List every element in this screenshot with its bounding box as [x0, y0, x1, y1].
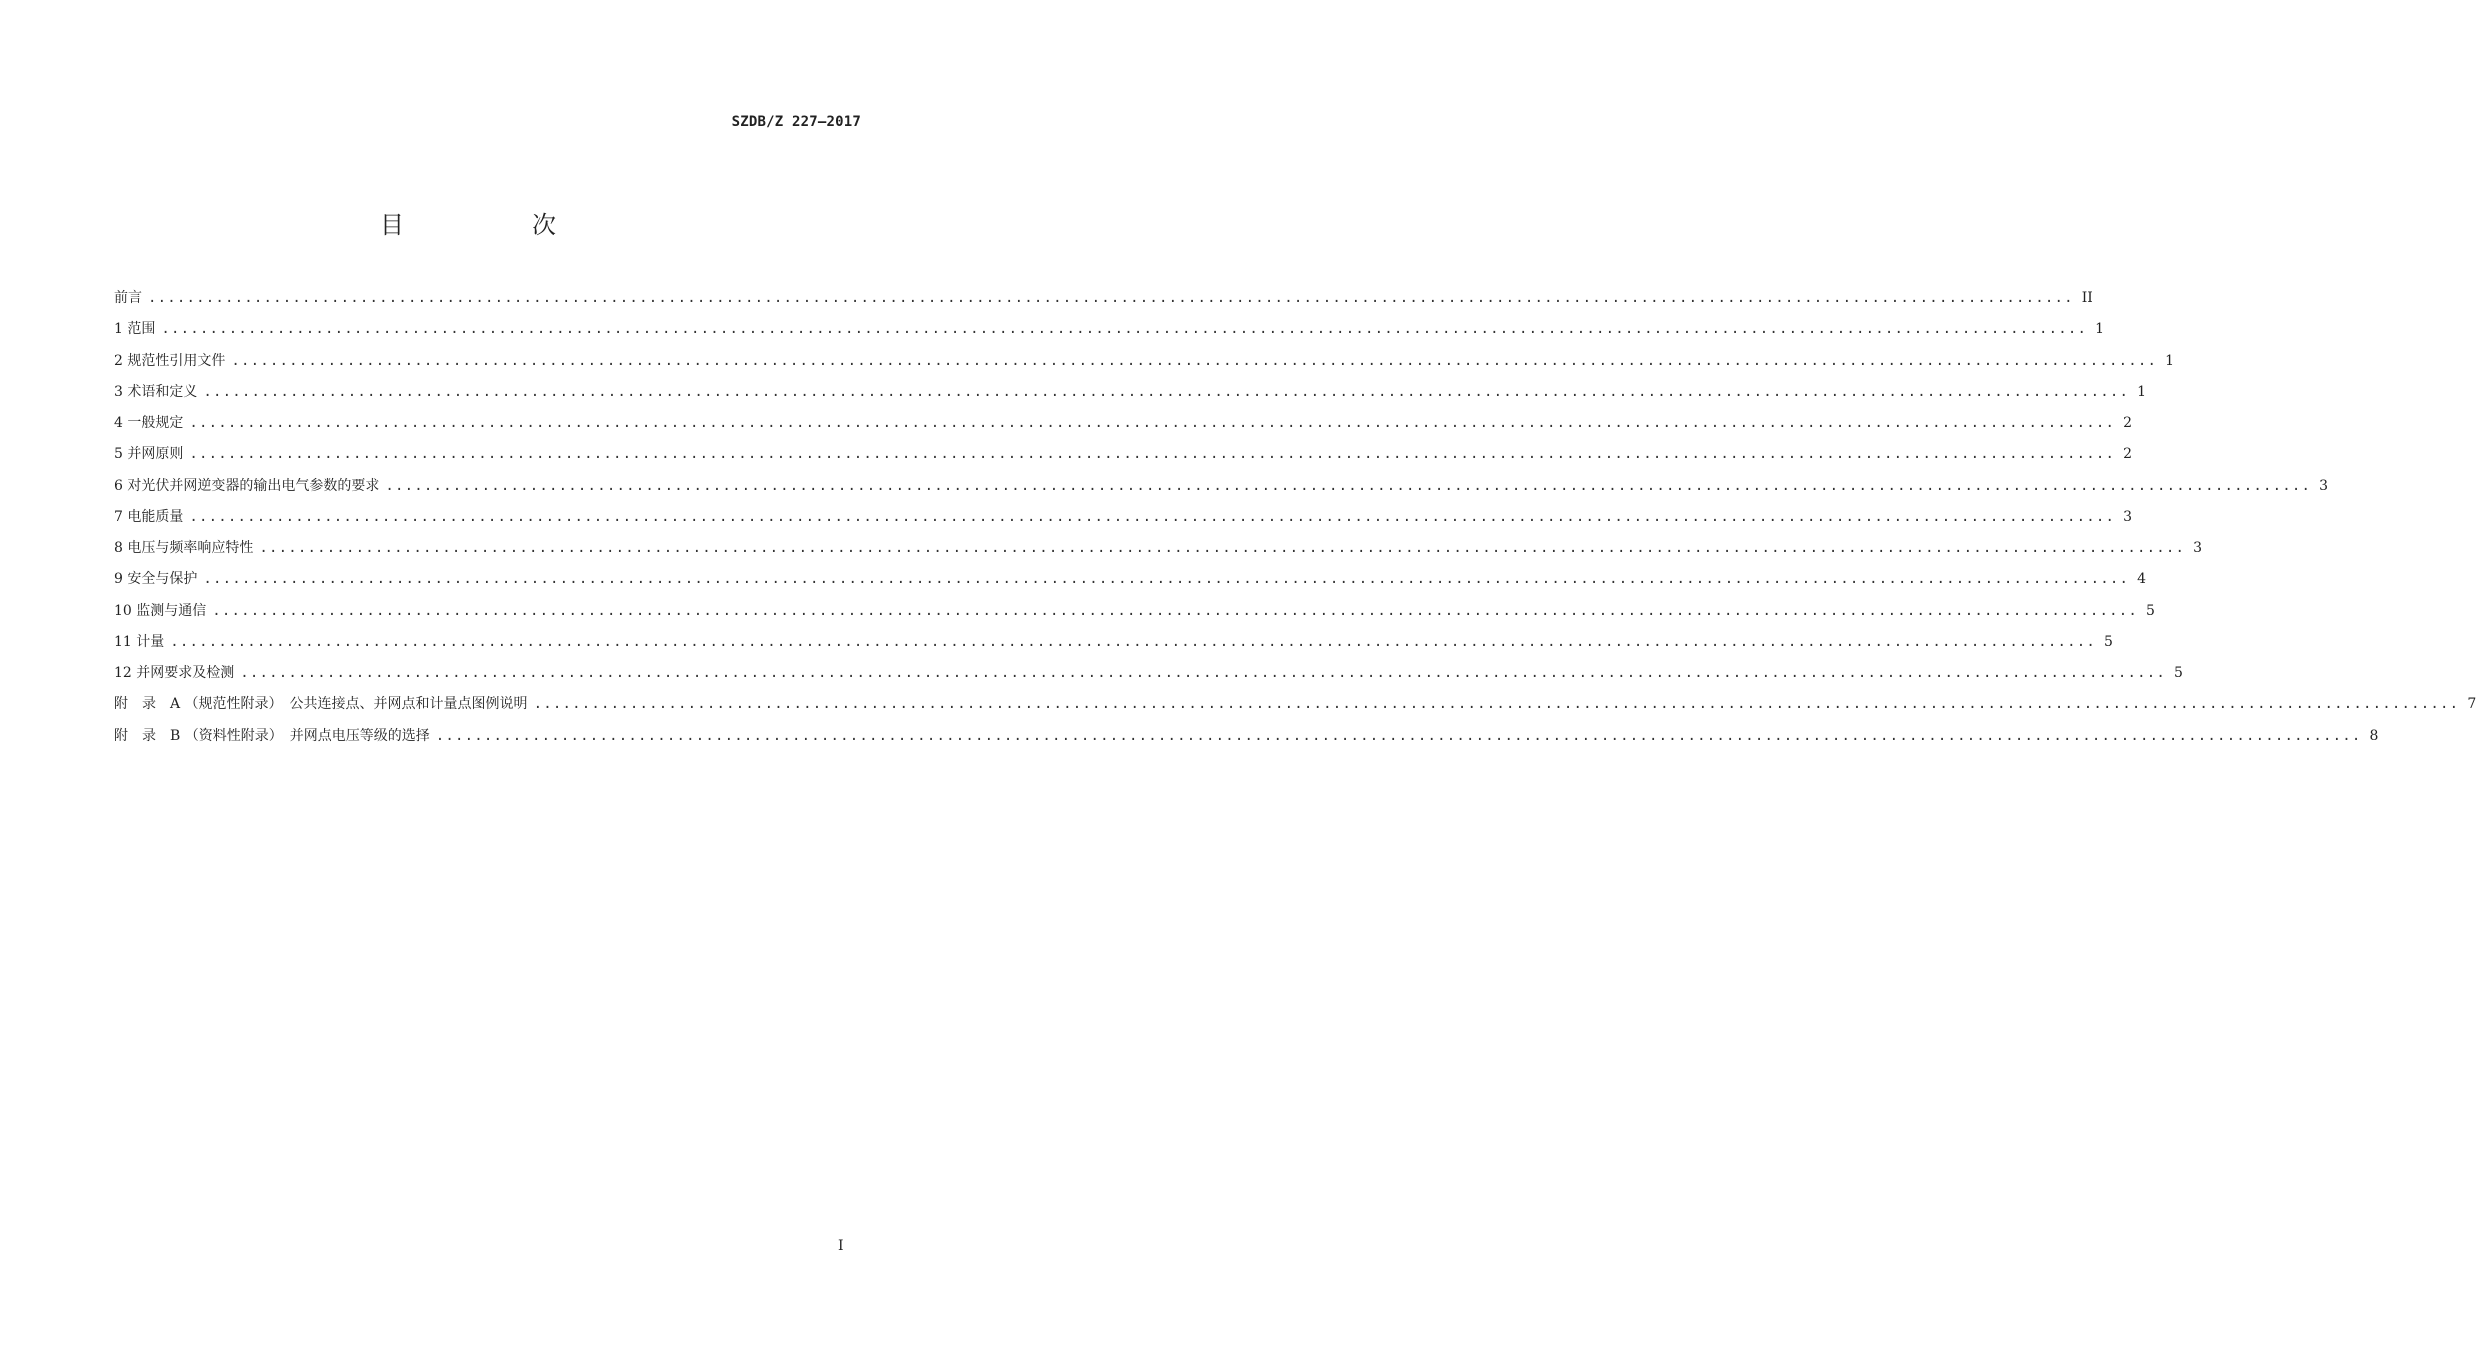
toc-entry-page: 1 [2137, 383, 2147, 400]
toc-entry-page: 3 [2319, 477, 2329, 494]
page-title: 目 次 [380, 211, 608, 239]
toc-leader-dots: ........................................................................................................................................................................................................ [259, 540, 2186, 556]
toc-leader-dots: ........................................................................................................................................................................................................ [385, 477, 2312, 494]
toc-entry-appendix-b[interactable] [114, 723, 2379, 754]
toc-entry-label: 附 录 B （资料性附录） 并网点电压等级的选择 [114, 727, 430, 744]
toc-entry-label: 6 对光伏并网逆变器的输出电气参数的要求 [114, 477, 380, 494]
toc-leader-dots: ........................................................................................................................................................................................................ [189, 446, 2116, 463]
toc-entry-label: 2 规范性引用文件 [114, 352, 226, 369]
toc-entry-safety-protection[interactable] [114, 566, 2147, 597]
toc-entry-power-quality[interactable] [114, 504, 2133, 535]
toc-entry-label: 1 范围 [114, 321, 156, 338]
toc-entry-general-provisions[interactable] [114, 410, 2133, 441]
toc-entry-page: 1 [2095, 321, 2105, 338]
toc-entry-page: 4 [2137, 571, 2147, 588]
toc-entry-label: 4 一般规定 [114, 415, 184, 431]
toc-entry-label: 5 并网原则 [114, 446, 184, 463]
toc-entry-page: 2 [2123, 446, 2133, 463]
toc-leader-dots: ........................................................................................................................................................................................................ [148, 290, 2074, 306]
toc-entry-page: 7 [2467, 696, 2476, 713]
toc-leader-dots: ........................................................................................................................................................................................................ [231, 352, 2158, 369]
toc-entry-page: 8 [2369, 727, 2379, 744]
toc-entry-label: 7 电能质量 [114, 508, 184, 525]
toc-entry-metering[interactable] [114, 629, 2113, 660]
toc-entry-page: 5 [2146, 602, 2155, 619]
toc-entry-foreword[interactable] [114, 285, 2093, 316]
toc-entry-label: 10 监测与通信 [114, 602, 207, 619]
toc-entry-terms-definitions[interactable] [114, 379, 2147, 410]
toc-entry-monitoring-communication[interactable] [114, 598, 2155, 629]
toc-entry-normative-references[interactable] [114, 348, 2175, 379]
toc-entry-page: 3 [2123, 508, 2133, 525]
toc-entry-label: 9 安全与保护 [114, 571, 198, 588]
toc-leader-dots: ........................................................................................................................................................................................................ [203, 571, 2130, 588]
toc-leader-dots: ........................................................................................................................................................................................................ [170, 633, 2097, 650]
toc-entry-inverter-requirements[interactable] [114, 473, 2329, 504]
toc-leader-dots: ........................................................................................................................................................................................................ [161, 321, 2088, 338]
toc-leader-dots: ........................................................................................................................................................................................................ [189, 508, 2116, 525]
toc-entry-page: 5 [2104, 633, 2113, 650]
table-of-contents [114, 285, 2476, 754]
toc-entry-voltage-frequency-response[interactable] [114, 535, 2203, 566]
toc-leader-dots: ........................................................................................................................................................................................................ [203, 383, 2130, 400]
toc-entry-page: 3 [2193, 540, 2203, 556]
toc-entry-label: 11 计量 [114, 633, 165, 650]
toc-leader-dots: ........................................................................................................................................................................................................ [533, 696, 2460, 713]
toc-entry-label: 3 术语和定义 [114, 383, 198, 400]
toc-leader-dots: ........................................................................................................................................................................................................ [212, 602, 2139, 619]
toc-leader-dots: ........................................................................................................................................................................................................ [435, 727, 2362, 744]
toc-entry-grid-principles[interactable] [114, 441, 2133, 472]
toc-entry-label: 附 录 A （规范性附录） 公共连接点、并网点和计量点图例说明 [114, 696, 528, 713]
document-code: SZDB/Z 227—2017 [731, 114, 861, 130]
toc-entry-label: 前言 [114, 290, 142, 306]
toc-entry-page: II [2081, 290, 2093, 306]
toc-entry-page: 1 [2165, 352, 2175, 369]
toc-entry-page: 5 [2174, 665, 2183, 681]
toc-entry-appendix-a[interactable] [114, 691, 2476, 722]
toc-leader-dots: ........................................................................................................................................................................................................ [240, 665, 2167, 681]
page-number: I [838, 1238, 844, 1254]
toc-leader-dots: ........................................................................................................................................................................................................ [189, 415, 2116, 431]
toc-entry-page: 2 [2123, 415, 2133, 431]
toc-entry-label: 12 并网要求及检测 [114, 665, 235, 681]
toc-entry-grid-requirements-testing[interactable] [114, 660, 2183, 691]
toc-entry-scope[interactable] [114, 316, 2105, 347]
toc-entry-label: 8 电压与频率响应特性 [114, 540, 254, 556]
